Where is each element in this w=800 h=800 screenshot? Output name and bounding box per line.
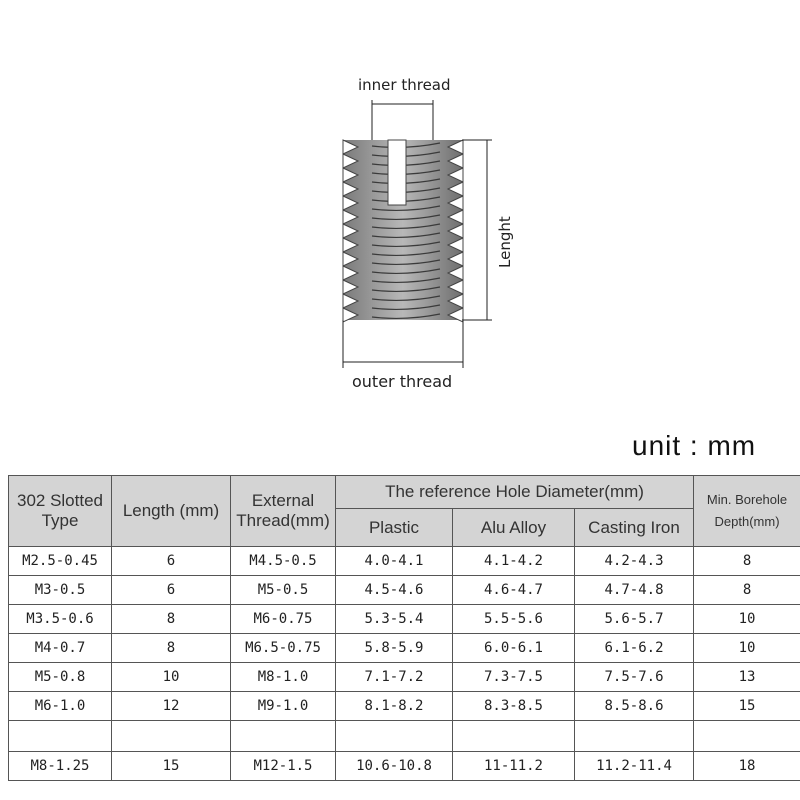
header-reference-hole: The reference Hole Diameter(mm) — [336, 476, 694, 509]
cell-borehole-depth: 10 — [694, 605, 800, 634]
cell-borehole-depth: 18 — [694, 752, 800, 781]
cell-borehole-depth: 8 — [694, 547, 800, 576]
cell-type — [9, 721, 112, 752]
cell-plastic: 8.1-8.2 — [336, 692, 453, 721]
cell-external-thread: M6-0.75 — [231, 605, 336, 634]
length-label: Lenght — [496, 216, 514, 268]
cell-external-thread: M8-1.0 — [231, 663, 336, 692]
table-row — [9, 605, 800, 634]
cell-alu-alloy: 11-11.2 — [453, 752, 575, 781]
cell-borehole-depth — [694, 721, 800, 752]
cell-external-thread: M12-1.5 — [231, 752, 336, 781]
table-row — [9, 547, 800, 576]
cell-casting-iron: 8.5-8.6 — [575, 692, 694, 721]
cell-alu-alloy: 8.3-8.5 — [453, 692, 575, 721]
cell-type: M6-1.0 — [9, 692, 112, 721]
table-row — [9, 721, 800, 752]
cell-length: 6 — [112, 576, 231, 605]
cell-length: 15 — [112, 752, 231, 781]
cell-plastic: 5.3-5.4 — [336, 605, 453, 634]
header-casting-iron: Casting Iron — [575, 509, 694, 547]
cell-type: M3.5-0.6 — [9, 605, 112, 634]
spec-table — [8, 475, 800, 781]
cell-casting-iron: 11.2-11.4 — [575, 752, 694, 781]
cell-type: M8-1.25 — [9, 752, 112, 781]
cell-casting-iron: 5.6-5.7 — [575, 605, 694, 634]
cell-casting-iron: 4.7-4.8 — [575, 576, 694, 605]
cell-alu-alloy — [453, 721, 575, 752]
cell-casting-iron — [575, 721, 694, 752]
cell-external-thread: M4.5-0.5 — [231, 547, 336, 576]
outer-thread-label: outer thread — [352, 372, 453, 391]
table-row — [9, 663, 800, 692]
cell-alu-alloy: 7.3-7.5 — [453, 663, 575, 692]
header-length: Length (mm) — [112, 476, 231, 547]
cell-plastic: 7.1-7.2 — [336, 663, 453, 692]
cell-plastic: 4.5-4.6 — [336, 576, 453, 605]
cell-length: 8 — [112, 634, 231, 663]
cell-borehole-depth: 8 — [694, 576, 800, 605]
table-row — [9, 692, 800, 721]
cell-type: M4-0.7 — [9, 634, 112, 663]
cell-external-thread — [231, 721, 336, 752]
cell-length: 6 — [112, 547, 231, 576]
cell-alu-alloy: 6.0-6.1 — [453, 634, 575, 663]
cell-plastic — [336, 721, 453, 752]
header-min-borehole: Min. Borehole Depth(mm) — [694, 476, 800, 547]
cell-external-thread: M6.5-0.75 — [231, 634, 336, 663]
header-plastic: Plastic — [336, 509, 453, 547]
unit-label: unit : mm — [632, 430, 757, 461]
cell-casting-iron: 6.1-6.2 — [575, 634, 694, 663]
cell-plastic: 5.8-5.9 — [336, 634, 453, 663]
table-row — [9, 752, 800, 781]
header-alu-alloy: Alu Alloy — [453, 509, 575, 547]
table-row — [9, 576, 800, 605]
thread-insert-body — [343, 140, 463, 322]
inner-thread-label: inner thread — [358, 76, 451, 94]
cell-length: 12 — [112, 692, 231, 721]
header-type: 302 Slotted Type — [9, 476, 112, 547]
cell-plastic: 10.6-10.8 — [336, 752, 453, 781]
cell-length: 10 — [112, 663, 231, 692]
cell-borehole-depth: 10 — [694, 634, 800, 663]
cell-plastic: 4.0-4.1 — [336, 547, 453, 576]
inner-thread-dimension — [372, 100, 433, 140]
length-dimension — [462, 140, 492, 320]
cell-alu-alloy: 4.6-4.7 — [453, 576, 575, 605]
cell-borehole-depth: 15 — [694, 692, 800, 721]
header-external-thread: External Thread(mm) — [231, 476, 336, 547]
slot — [388, 140, 406, 205]
cell-alu-alloy: 5.5-5.6 — [453, 605, 575, 634]
cell-casting-iron: 4.2-4.3 — [575, 547, 694, 576]
cell-alu-alloy: 4.1-4.2 — [453, 547, 575, 576]
cell-external-thread: M9-1.0 — [231, 692, 336, 721]
cell-external-thread: M5-0.5 — [231, 576, 336, 605]
cell-length: 8 — [112, 605, 231, 634]
cell-borehole-depth: 13 — [694, 663, 800, 692]
table-row — [9, 634, 800, 663]
cell-casting-iron: 7.5-7.6 — [575, 663, 694, 692]
cell-type: M3-0.5 — [9, 576, 112, 605]
cell-length — [112, 721, 231, 752]
outer-thread-dimension — [343, 320, 463, 368]
cell-type: M2.5-0.45 — [9, 547, 112, 576]
cell-type: M5-0.8 — [9, 663, 112, 692]
